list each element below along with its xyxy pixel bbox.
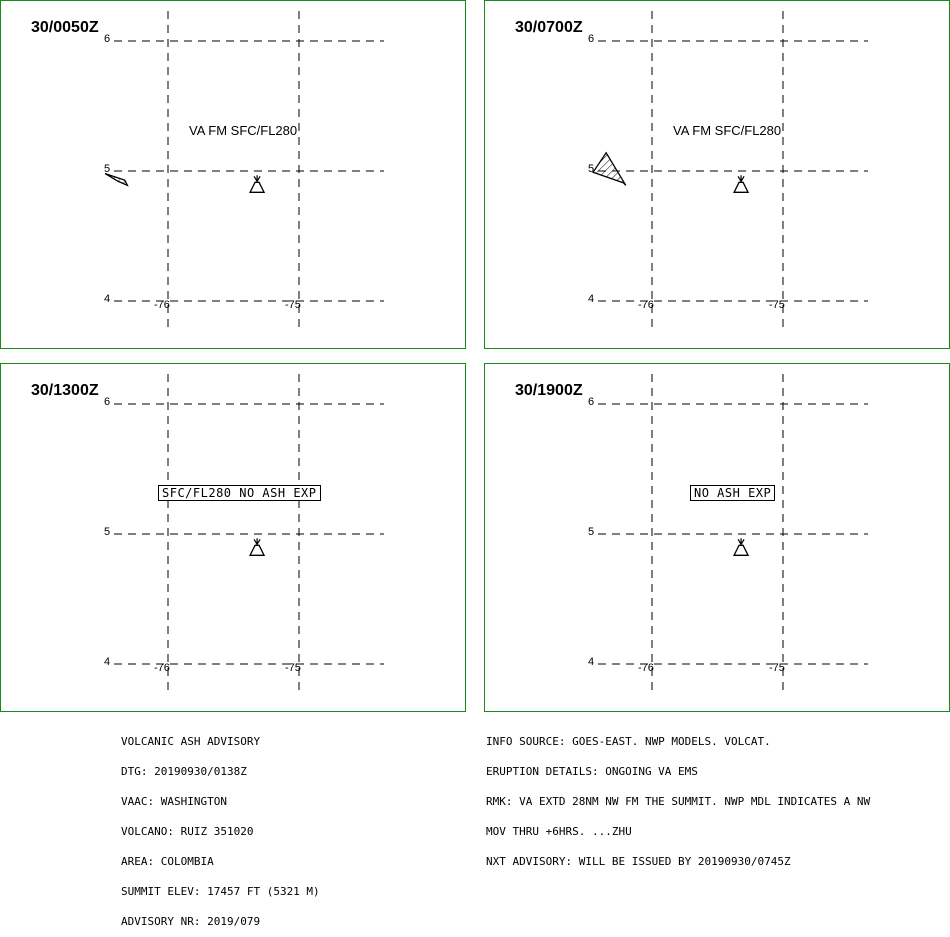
volcano-plume <box>738 175 744 181</box>
latitude-label: 5 <box>588 163 595 175</box>
panel-time-label: 30/1300Z <box>31 382 99 399</box>
volcano-icon <box>250 538 264 555</box>
map-panel-4 <box>484 363 950 712</box>
volcano-plume <box>254 175 260 181</box>
advisory-line: ADVISORY NR: 2019/079 <box>121 915 261 928</box>
ash-layer-label: VA FM SFC/FL280 <box>673 123 782 138</box>
map-canvas <box>1 364 465 711</box>
panel-time-label: 30/0050Z <box>31 19 99 36</box>
latitude-label: 5 <box>588 526 595 538</box>
volcano-icon <box>734 175 748 192</box>
latitude-label: 4 <box>588 656 595 668</box>
volcano-icon <box>250 175 264 192</box>
no-ash-note: SFC/FL280 NO ASH EXP <box>158 485 321 501</box>
panel-time-label: 30/1900Z <box>515 382 583 399</box>
latitude-label: 6 <box>104 396 111 408</box>
map-panel-2 <box>484 0 950 349</box>
longitude-label: -75 <box>285 299 301 311</box>
volcano-cone <box>250 545 264 555</box>
no-ash-note: NO ASH EXP <box>690 485 775 501</box>
volcano-icon <box>734 538 748 555</box>
ash-layer-label: VA FM SFC/FL280 <box>189 123 298 138</box>
advisory-line: MOV THRU +6HRS. ...ZHU <box>486 825 632 838</box>
volcano-plume <box>254 538 260 544</box>
longitude-label: -75 <box>285 662 301 674</box>
advisory-line: NXT ADVISORY: WILL BE ISSUED BY 20190930/0745Z <box>486 855 791 868</box>
advisory-details-left <box>121 717 320 937</box>
advisory-line: INFO SOURCE: GOES-EAST. NWP MODELS. VOLCAT. <box>486 735 771 748</box>
latitude-label: 6 <box>104 33 111 45</box>
longitude-label: -75 <box>769 662 785 674</box>
longitude-label: -76 <box>154 299 170 311</box>
map-canvas <box>1 1 465 348</box>
longitude-label: -76 <box>638 299 654 311</box>
advisory-line: ERUPTION DETAILS: ONGOING VA EMS <box>486 765 698 778</box>
latitude-label: 6 <box>588 396 595 408</box>
latitude-label: 4 <box>588 293 595 305</box>
longitude-label: -76 <box>154 662 170 674</box>
advisory-line: VOLCANIC ASH ADVISORY <box>121 735 261 748</box>
advisory-details-right <box>486 717 870 877</box>
advisory-line: AREA: COLOMBIA <box>121 855 214 868</box>
volcano-cone <box>734 545 748 555</box>
advisory-line: RMK: VA EXTD 28NM NW FM THE SUMMIT. NWP MDL INDICATES A NW <box>486 795 871 808</box>
volcano-plume <box>738 538 744 544</box>
latitude-label: 6 <box>588 33 595 45</box>
advisory-line: DTG: 20190930/0138Z <box>121 765 247 778</box>
panel-time-label: 30/0700Z <box>515 19 583 36</box>
advisory-line: VAAC: WASHINGTON <box>121 795 227 808</box>
map-panel-3 <box>0 363 466 712</box>
latitude-label: 5 <box>104 526 111 538</box>
latitude-label: 4 <box>104 656 111 668</box>
latitude-label: 4 <box>104 293 111 305</box>
map-canvas <box>485 364 949 711</box>
advisory-line: VOLCANO: RUIZ 351020 <box>121 825 254 838</box>
ash-cloud-polygon <box>593 153 626 186</box>
longitude-label: -76 <box>638 662 654 674</box>
advisory-line: SUMMIT ELEV: 17457 FT (5321 M) <box>121 885 320 898</box>
latitude-label: 5 <box>104 163 111 175</box>
map-panel-1 <box>0 0 466 349</box>
longitude-label: -75 <box>769 299 785 311</box>
ash-cloud-polygon <box>105 174 127 186</box>
map-canvas <box>485 1 949 348</box>
volcano-cone <box>250 182 264 192</box>
volcano-cone <box>734 182 748 192</box>
